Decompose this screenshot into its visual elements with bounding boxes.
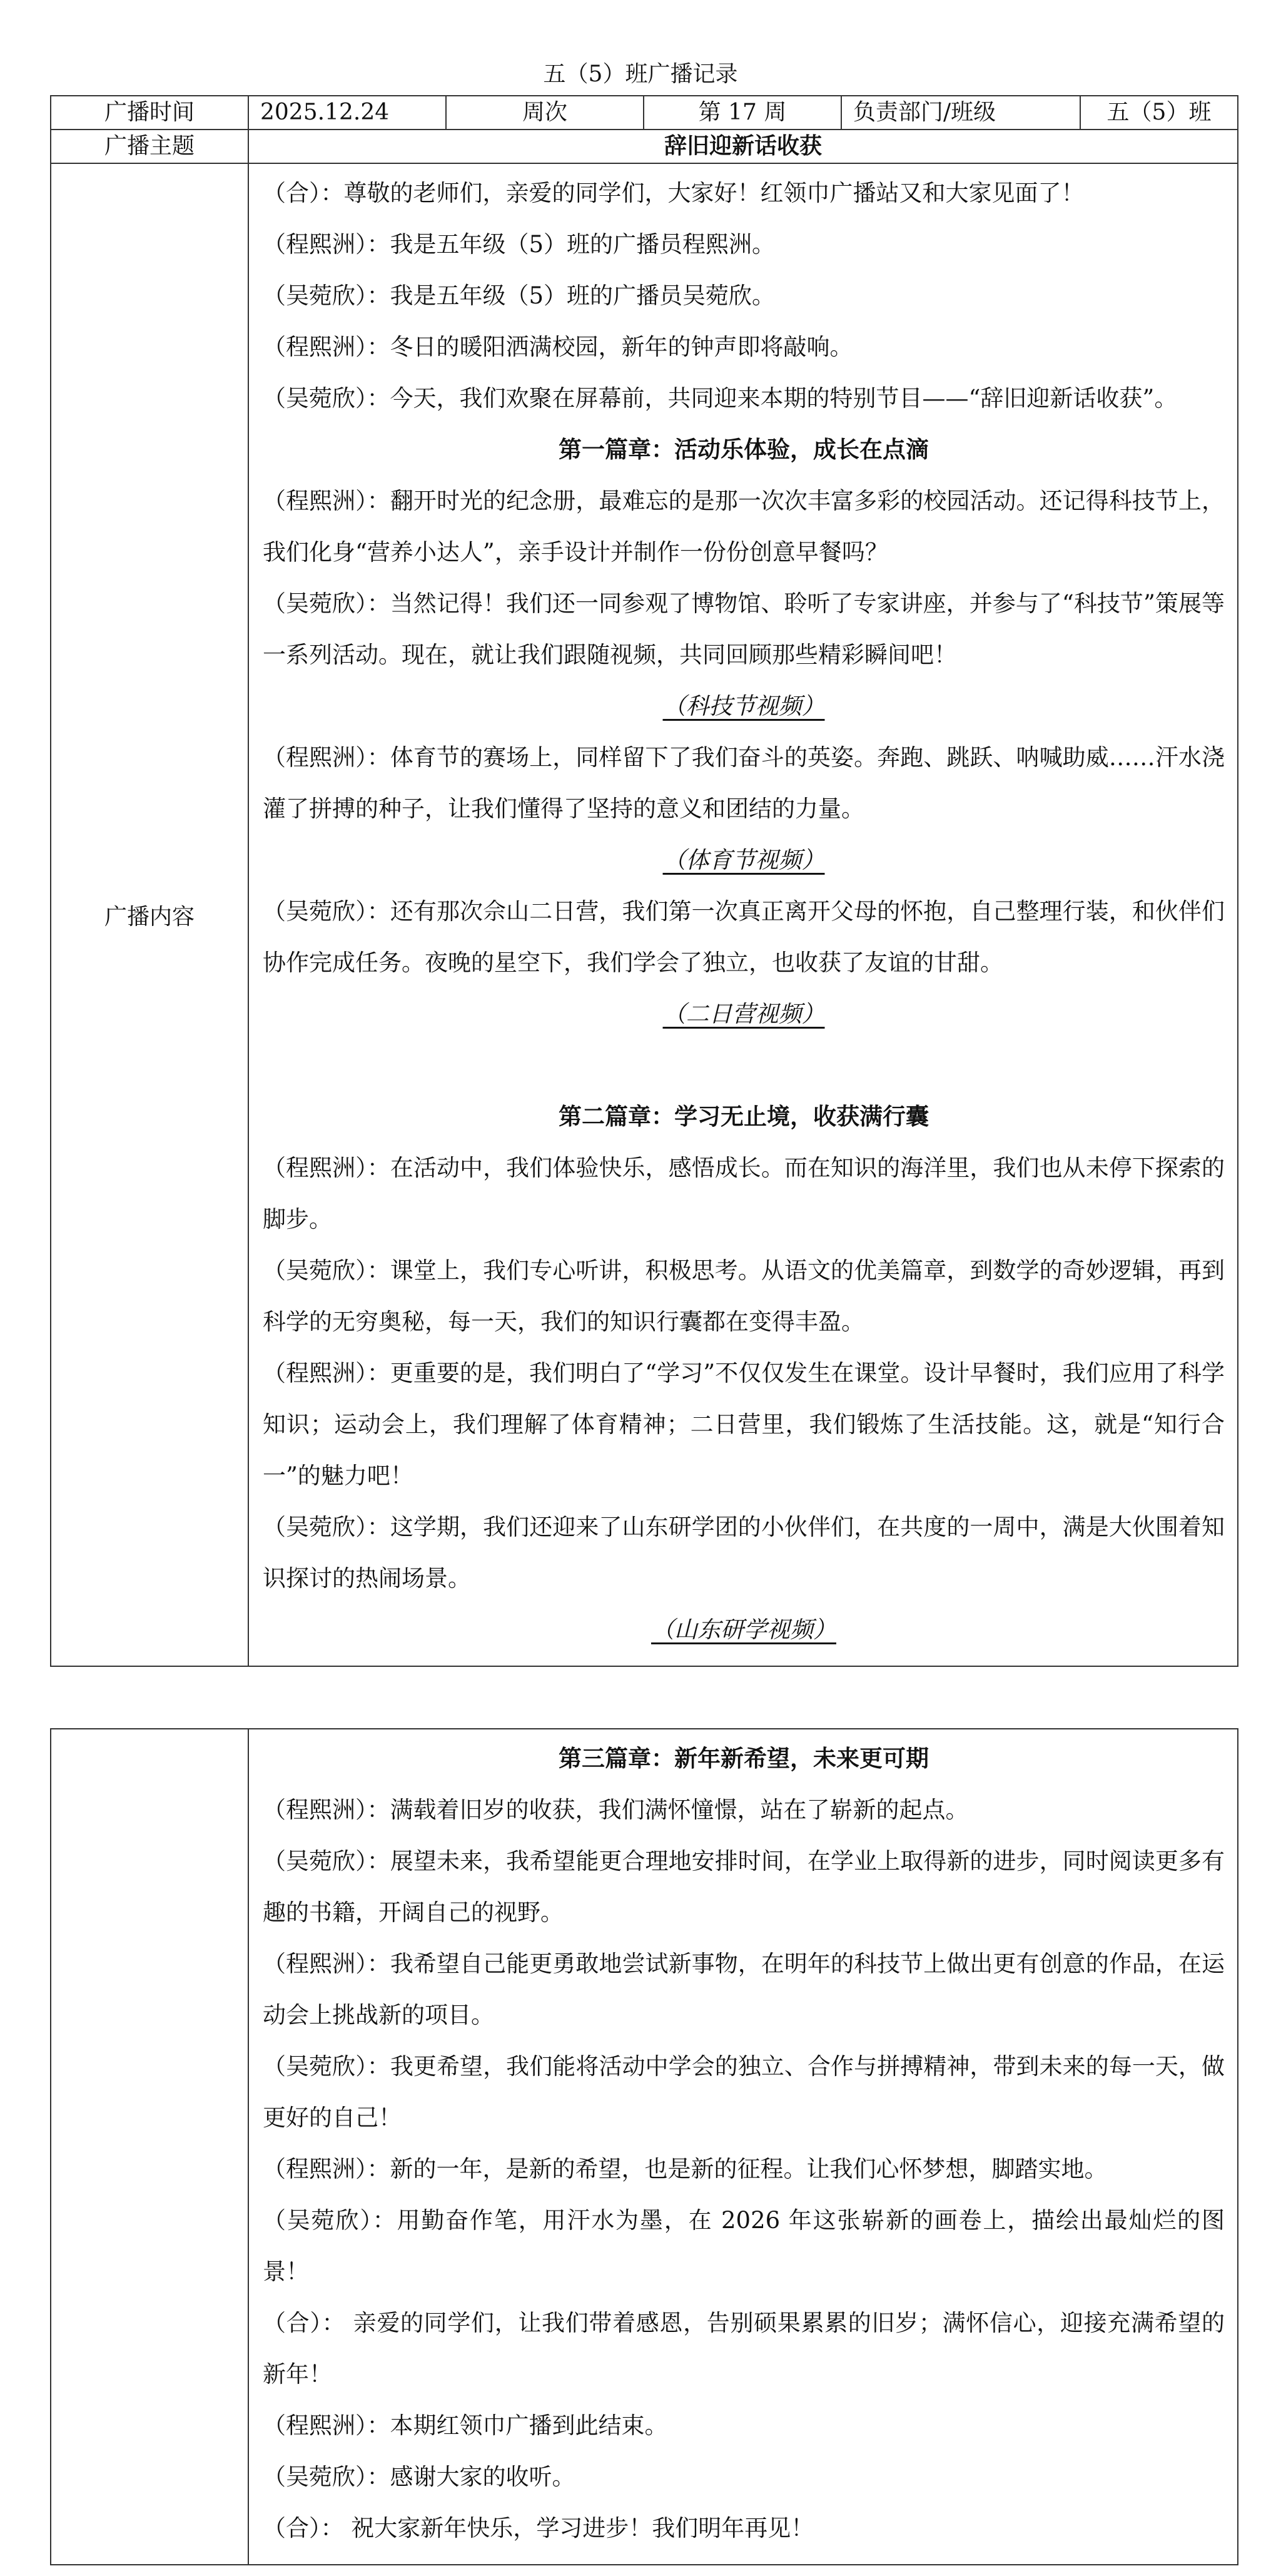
script-line: （吴菀欣）：展望未来，我希望能更合理地安排时间，在学业上取得新的进步，同时阅读更多有趣的书籍，开阔自己的视野。: [263, 1848, 1225, 1926]
script-line: （吴菀欣）：我是五年级（5）班的广播员吴菀欣。: [263, 282, 776, 309]
script-line: （吴菀欣）：这学期，我们还迎来了山东研学团的小伙伴们，在共度的一周中，满是大伙围着知识探讨的热闹场景。: [263, 1514, 1225, 1592]
document-title: 五（5）班广播记录: [543, 61, 738, 87]
video-cue: （科技节视频）: [662, 693, 825, 720]
theme-row: [51, 130, 1238, 163]
script-line: （程熙洲）：新的一年，是新的希望，也是新的征程。让我们心怀梦想，脚踏实地。: [263, 2156, 1108, 2182]
theme-value: 辞旧迎新话收获: [248, 130, 1238, 163]
script-line: （程熙洲）：翻开时光的纪念册，最难忘的是那一次次丰富多彩的校园活动。还记得科技节上，我们化身“营养小达人”，亲手设计并制作一份份创意早餐吗？: [263, 487, 1225, 566]
video-cue: （山东研学视频）: [651, 1616, 836, 1643]
script-line: （吴菀欣）：感谢大家的收听。: [263, 2463, 575, 2490]
chapter-heading: 第一篇章：活动乐体验，成长在点滴: [559, 436, 929, 463]
content-body-part2: [248, 1729, 1238, 2565]
content-label: 广播内容: [51, 163, 248, 1666]
time-label: 广播时间: [51, 96, 248, 130]
chapter-heading: 第三篇章：新年新希望，未来更可期: [559, 1745, 929, 1772]
script-line: （程熙洲）：本期红领巾广播到此结束。: [263, 2412, 668, 2439]
script-line: （程熙洲）：更重要的是，我们明白了“学习”不仅仅发生在课堂。设计早餐时，我们应用了科学知识；运动会上，我们理解了体育精神；二日营里，我们锻炼了生活技能。这，就是“知行合一”的魅力吧！: [263, 1360, 1225, 1489]
script-line: （合）： 祝大家新年快乐，学习进步！我们明年再见！: [263, 2515, 814, 2542]
dept-label: 负责部门/班级: [841, 96, 1080, 130]
script-line: （程熙洲）：在活动中，我们体验快乐，感悟成长。而在知识的海洋里，我们也从未停下探索的脚步。: [263, 1154, 1225, 1233]
dept-value: 五（5）班: [1080, 96, 1238, 130]
content-row: [51, 1729, 1238, 2565]
script-line: （吴菀欣）：我更希望，我们能将活动中学会的独立、合作与拼搏精神，带到未来的每一天，做更好的自己！: [263, 2053, 1225, 2131]
chapter-heading: 第二篇章：学习无止境，收获满行囊: [559, 1103, 929, 1130]
script-line: （吴菀欣）：今天，我们欢聚在屏幕前，共同迎来本期的特别节目——“辞旧迎新话收获”。: [263, 385, 1178, 412]
video-cue: （二日营视频）: [662, 1000, 825, 1027]
script-line: （吴菀欣）：当然记得！我们还一同参观了博物馆、聆听了专家讲座，并参与了“科技节”策展等一系列活动。现在，就让我们跟随视频，共同回顾那些精彩瞬间吧！: [263, 590, 1225, 668]
empty-label-cell: [51, 1729, 248, 2565]
content-body-part1: [248, 163, 1238, 1666]
script-line: （程熙洲）：体育节的赛场上，同样留下了我们奋斗的英姿。奔跑、跳跃、呐喊助威……汗水浇灌了拼搏的种子，让我们懂得了坚持的意义和团结的力量。: [263, 744, 1225, 822]
theme-label: 广播主题: [51, 130, 248, 163]
broadcast-record-table-continued: [50, 1728, 1238, 2565]
script-line: （吴菀欣）：用勤奋作笔，用汗水为墨，在 2026 年这张崭新的画卷上，描绘出最灿烂的图景！: [263, 2207, 1225, 2285]
video-cue: （体育节视频）: [662, 847, 825, 873]
blank-line: [263, 1040, 1225, 1091]
script-line: （程熙洲）：我是五年级（5）班的广播员程熙洲。: [263, 231, 776, 258]
script-line: （合）： 亲爱的同学们，让我们带着感恩，告别硕果累累的旧岁；满怀信心，迎接充满希望的新年！: [263, 2309, 1225, 2388]
content-row: [51, 163, 1238, 1666]
script-line: （程熙洲）：冬日的暖阳洒满校园，新年的钟声即将敲响。: [263, 333, 853, 360]
header-row: [51, 96, 1238, 130]
week-value: 第 17 周: [644, 96, 841, 130]
week-label: 周次: [446, 96, 644, 130]
time-value: 2025.12.24: [248, 96, 446, 130]
script-line: （吴菀欣）：课堂上，我们专心听讲，积极思考。从语文的优美篇章，到数学的奇妙逻辑，再到科学的无穷奥秘，每一天，我们的知识行囊都在变得丰盈。: [263, 1257, 1225, 1335]
script-line: （合）：尊敬的老师们，亲爱的同学们，大家好！红领巾广播站又和大家见面了！: [263, 180, 1085, 206]
script-line: （程熙洲）：满载着旧岁的收获，我们满怀憧憬，站在了崭新的起点。: [263, 1796, 969, 1823]
broadcast-record-table: [50, 95, 1238, 1667]
script-line: （吴菀欣）：还有那次佘山二日营，我们第一次真正离开父母的怀抱，自己整理行装，和伙伴们协作完成任务。夜晚的星空下，我们学会了独立，也收获了友谊的甘甜。: [263, 898, 1225, 976]
script-line: （程熙洲）：我希望自己能更勇敢地尝试新事物，在明年的科技节上做出更有创意的作品，在运动会上挑战新的项目。: [263, 1950, 1225, 2029]
